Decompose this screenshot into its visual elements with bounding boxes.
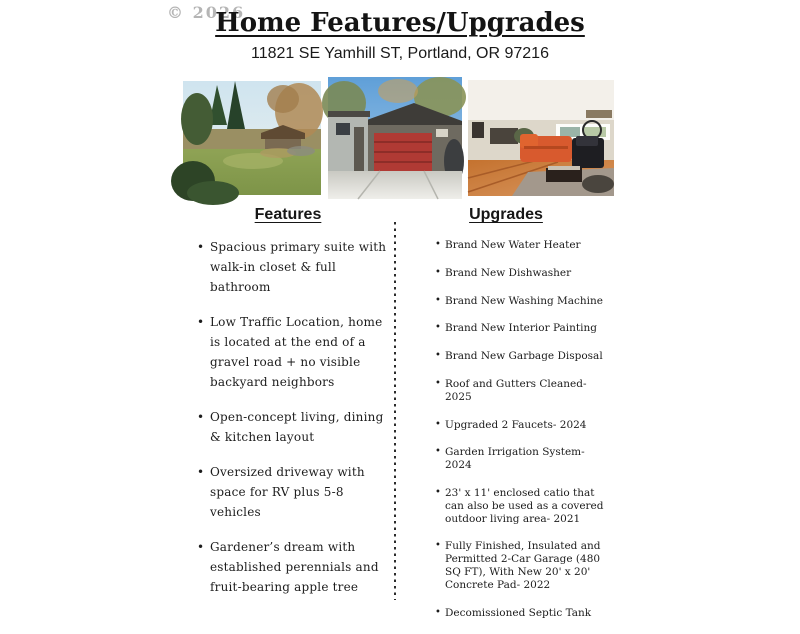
upgrade-item: • Roof and Gutters Cleaned- 2025: [445, 378, 615, 404]
living-room-photo: [468, 80, 614, 196]
feature-item: • Low Traffic Location, home is located at the end of a gravel road + no visible backyard neighbors: [210, 312, 393, 392]
feature-item: • Gardener’s dream with established perennials and fruit-bearing apple tree: [210, 537, 393, 597]
features-column: [183, 204, 393, 612]
garage-photo: [328, 77, 462, 199]
upgrade-item: • 23' x 11' enclosed catio that can also be used as a covered outdoor living area- 2021: [445, 487, 615, 525]
backyard-photo: [183, 81, 321, 195]
upgrades-list: [397, 239, 615, 619]
page-title: Home Features/Upgrades: [215, 8, 585, 38]
upgrade-item: • Garden Irrigation System- 2024: [445, 446, 615, 472]
feature-item: • Spacious primary suite with walk-in closet & full bathroom: [210, 237, 393, 297]
upgrade-item: • Decomissioned Septic Tank: [445, 607, 615, 620]
upgrades-heading: Upgrades: [469, 206, 543, 223]
upgrades-column: [397, 204, 615, 634]
upgrade-item: • Brand New Garbage Disposal: [445, 350, 615, 363]
feature-item: • Open-concept living, dining & kitchen layout: [210, 407, 393, 447]
photo-strip: [183, 77, 614, 199]
property-address: 11821 SE Yamhill ST, Portland, OR 97216: [251, 45, 549, 62]
copyright-watermark: © 2026: [167, 3, 246, 22]
feature-item: • Oversized driveway with space for RV plus 5-8 vehicles: [210, 462, 393, 522]
features-heading: Features: [254, 206, 322, 223]
upgrade-item: • Brand New Water Heater: [445, 239, 615, 252]
upgrade-item: • Upgraded 2 Faucets- 2024: [445, 419, 615, 432]
upgrade-item: • Brand New Dishwasher: [445, 267, 615, 280]
upgrade-item: • Brand New Washing Machine: [445, 295, 615, 308]
dotted-column-divider: [394, 222, 396, 600]
upgrade-item: • Fully Finished, Insulated and Permitted 2-Car Garage (480 SQ FT), With New 20' x 20' Concrete Pad- 2022: [445, 540, 615, 591]
upgrade-item: • Brand New Interior Painting: [445, 322, 615, 335]
features-list: [183, 237, 393, 597]
